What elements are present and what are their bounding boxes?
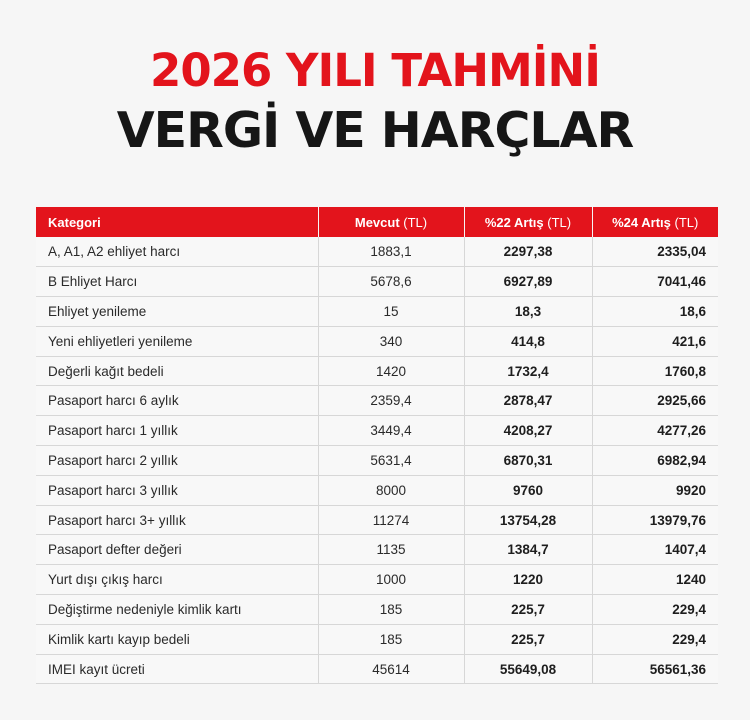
table-row (36, 624, 718, 654)
cell-current: 15 (318, 297, 464, 327)
cell-increase-24: 1240 (592, 565, 718, 595)
table-row (36, 505, 718, 535)
cell-category: Pasaport harcı 3+ yıllık (36, 505, 318, 535)
cell-category: Pasaport harcı 1 yıllık (36, 416, 318, 446)
cell-category: Pasaport defter değeri (36, 535, 318, 565)
cell-category: IMEI kayıt ücreti (36, 654, 318, 684)
cell-current: 185 (318, 595, 464, 625)
cell-increase-22: 1220 (464, 565, 592, 595)
header-increase-22: %22 Artış (TL) (464, 207, 592, 237)
cell-category: Ehliyet yenileme (36, 297, 318, 327)
cell-current: 1883,1 (318, 237, 464, 267)
cell-current: 5678,6 (318, 267, 464, 297)
cell-increase-22: 6870,31 (464, 446, 592, 476)
header-increase-24: %24 Artış (TL) (592, 207, 718, 237)
cell-increase-22: 55649,08 (464, 654, 592, 684)
cell-category: Pasaport harcı 3 yıllık (36, 475, 318, 505)
cell-current: 11274 (318, 505, 464, 535)
cell-increase-24: 229,4 (592, 595, 718, 625)
title-line-2: VERGİ VE HARÇLAR (116, 102, 634, 159)
cell-increase-24: 56561,36 (592, 654, 718, 684)
tax-table (36, 207, 718, 684)
cell-increase-22: 225,7 (464, 595, 592, 625)
header-current: Mevcut (TL) (318, 207, 464, 237)
cell-category: Yurt dışı çıkış harcı (36, 565, 318, 595)
cell-category: Değerli kağıt bedeli (36, 356, 318, 386)
cell-current: 1135 (318, 535, 464, 565)
table-row (36, 297, 718, 327)
cell-increase-22: 4208,27 (464, 416, 592, 446)
cell-increase-22: 414,8 (464, 326, 592, 356)
table-row (36, 565, 718, 595)
cell-increase-22: 2878,47 (464, 386, 592, 416)
table-header (36, 207, 718, 237)
cell-category: B Ehliyet Harcı (36, 267, 318, 297)
table-row (36, 446, 718, 476)
cell-increase-24: 2925,66 (592, 386, 718, 416)
cell-current: 2359,4 (318, 386, 464, 416)
table-body (36, 237, 718, 684)
cell-category: Değiştirme nedeniyle kimlik kartı (36, 595, 318, 625)
header-row (36, 207, 718, 237)
cell-increase-22: 2297,38 (464, 237, 592, 267)
cell-increase-22: 225,7 (464, 624, 592, 654)
cell-category: Pasaport harcı 2 yıllık (36, 446, 318, 476)
cell-current: 8000 (318, 475, 464, 505)
cell-increase-24: 1760,8 (592, 356, 718, 386)
cell-increase-24: 2335,04 (592, 237, 718, 267)
cell-current: 340 (318, 326, 464, 356)
table-row (36, 416, 718, 446)
table-row (36, 326, 718, 356)
cell-increase-24: 9920 (592, 475, 718, 505)
cell-increase-24: 6982,94 (592, 446, 718, 476)
title-line-1: 2026 YILI TAHMİNİ (150, 44, 600, 97)
cell-increase-22: 1732,4 (464, 356, 592, 386)
cell-current: 1000 (318, 565, 464, 595)
cell-increase-24: 4277,26 (592, 416, 718, 446)
cell-increase-24: 7041,46 (592, 267, 718, 297)
cell-increase-22: 13754,28 (464, 505, 592, 535)
table-row (36, 535, 718, 565)
table-row (36, 267, 718, 297)
table-row (36, 237, 718, 267)
cell-current: 5631,4 (318, 446, 464, 476)
cell-category: Yeni ehliyetleri yenileme (36, 326, 318, 356)
cell-current: 3449,4 (318, 416, 464, 446)
cell-increase-22: 18,3 (464, 297, 592, 327)
cell-category: A, A1, A2 ehliyet harcı (36, 237, 318, 267)
cell-increase-24: 229,4 (592, 624, 718, 654)
cell-current: 45614 (318, 654, 464, 684)
cell-current: 1420 (318, 356, 464, 386)
cell-increase-22: 9760 (464, 475, 592, 505)
table-row (36, 386, 718, 416)
cell-increase-24: 1407,4 (592, 535, 718, 565)
table-row (36, 654, 718, 684)
cell-increase-24: 18,6 (592, 297, 718, 327)
header-category: Kategori (36, 207, 318, 237)
table-row (36, 475, 718, 505)
cell-category: Pasaport harcı 6 aylık (36, 386, 318, 416)
cell-category: Kimlik kartı kayıp bedeli (36, 624, 318, 654)
cell-increase-22: 6927,89 (464, 267, 592, 297)
table-row (36, 356, 718, 386)
cell-increase-24: 13979,76 (592, 505, 718, 535)
cell-increase-24: 421,6 (592, 326, 718, 356)
table-row (36, 595, 718, 625)
cell-increase-22: 1384,7 (464, 535, 592, 565)
cell-current: 185 (318, 624, 464, 654)
